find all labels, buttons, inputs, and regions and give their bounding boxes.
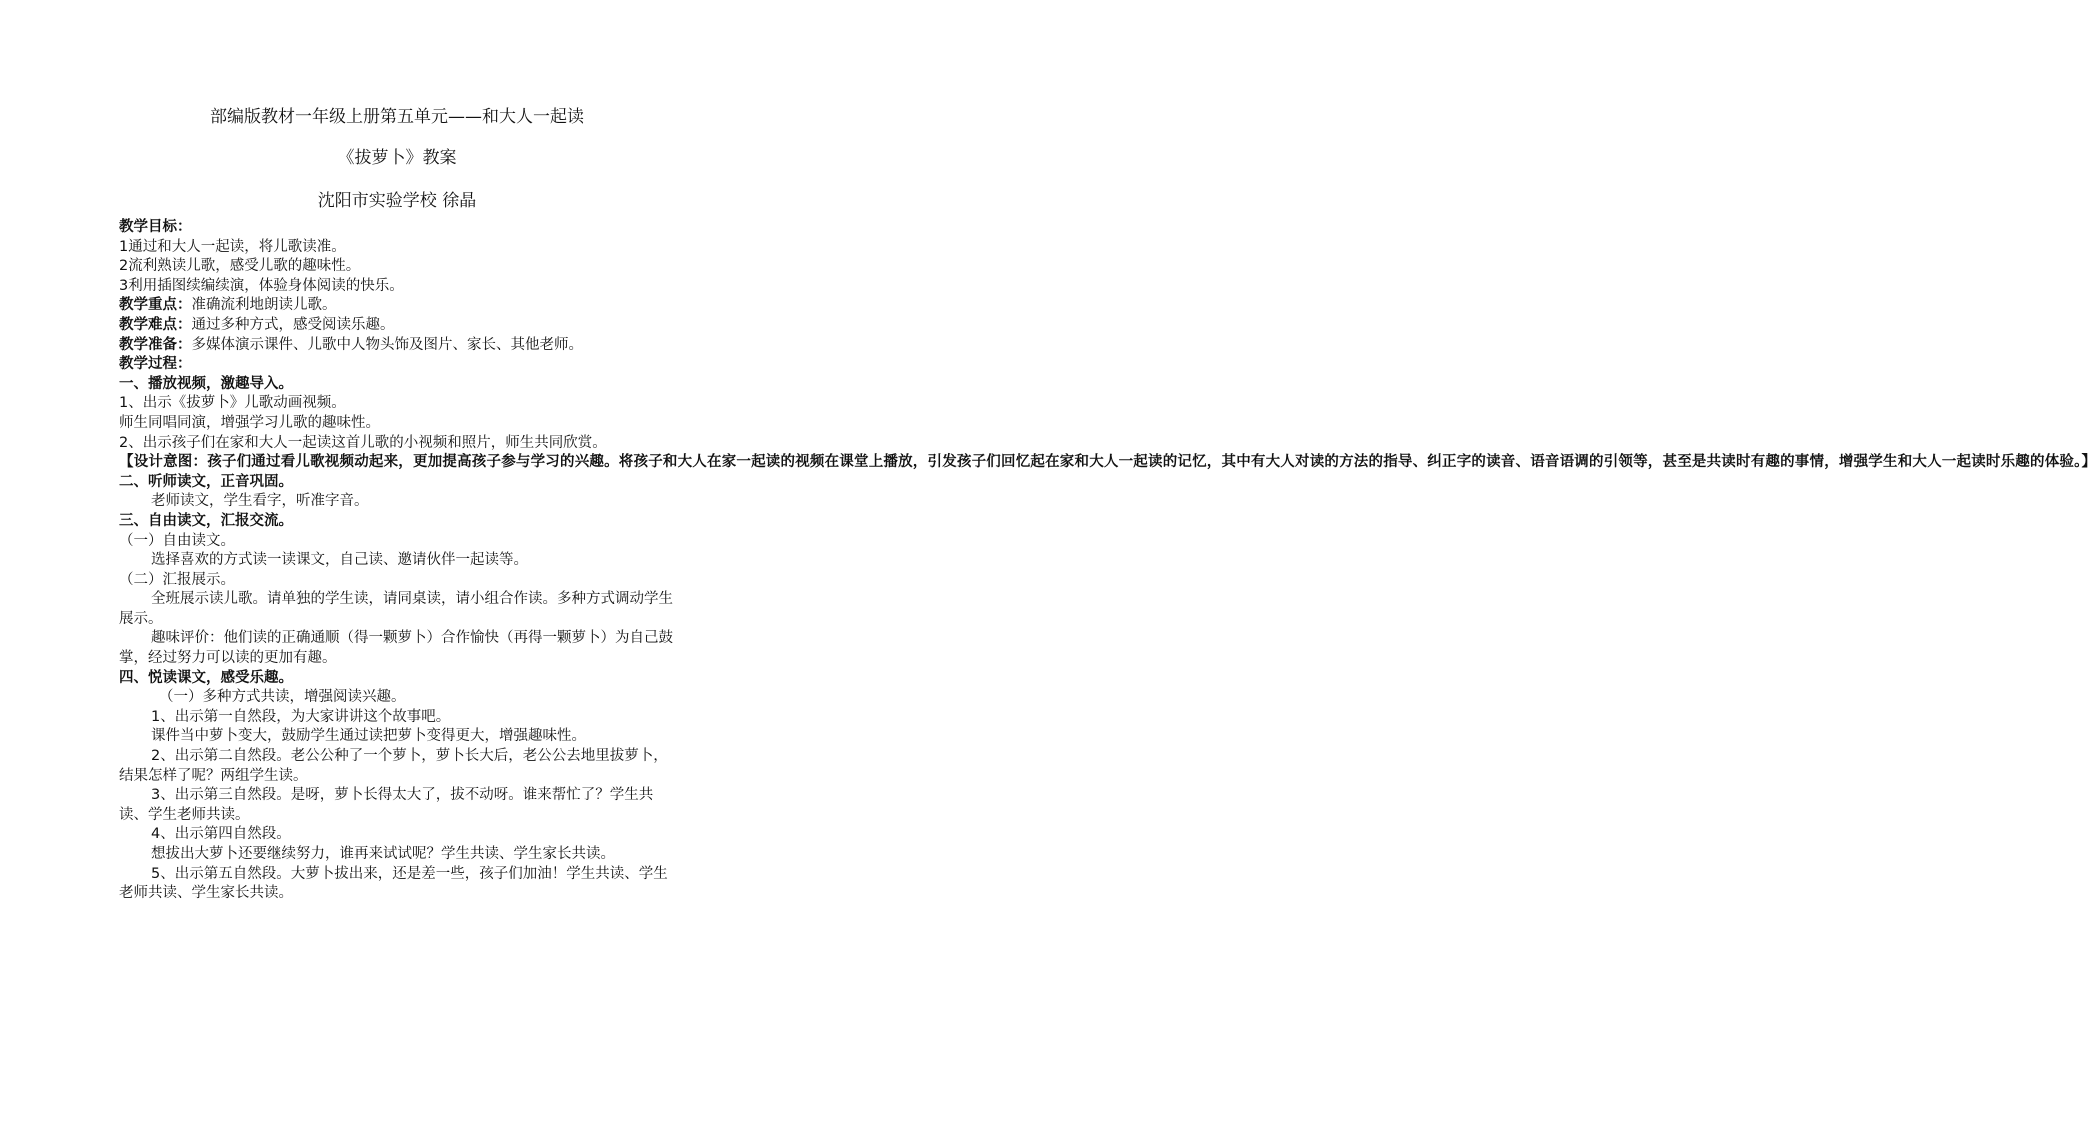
section-heading: 二、听师读文，正音巩固。 [119, 473, 293, 490]
paragraph: 3、出示第三自然段。是呀，萝卜长得太大了，拔不动呀。谁来帮忙了？学生共读、学生老师共读。 [119, 787, 654, 823]
sub-heading: （一）自由读文。 [119, 532, 235, 549]
preparation-line [119, 336, 679, 356]
paragraph: 课件当中萝卜变大，鼓励学生通过读把萝卜变得更大，增强趣味性。 [151, 728, 586, 745]
design-intent-paragraph: 【设计意图：孩子们通过看儿歌视频动起来，更加提高孩子参与学习的兴趣。将孩子和大人在家一起读的视频在课堂上播放，引发孩子们回忆起在家和大人一起读的记忆，其中有大人对读的方法的指导、纠正字的读音、语音语调的引领等，甚至是共读时有趣的事情，增强学生和大人一起读时乐趣的体验。】 [119, 454, 2096, 471]
line-text: 多媒体演示课件、儿歌中人物头饰及图片、家长、其他老师。 [191, 336, 583, 353]
line-text: 通过多种方式，感受阅读乐趣。 [191, 316, 395, 333]
paragraph: 全班展示读儿歌。请单独的学生读，请同桌读，请小组合作读。多种方式调动学生展示。 [119, 591, 673, 627]
paragraph: 老师读文，学生看字，听准字音。 [151, 493, 369, 510]
paragraph: 5、出示第五自然段。大萝卜拔出来，还是差一些，孩子们加油！学生共读、学生老师共读、学生家长共读。 [119, 865, 668, 902]
paragraph: 4、出示第四自然段。 [151, 826, 291, 843]
paragraph: 想拔出大萝卜还要继续努力，谁再来试试呢？学生共读、学生家长共读。 [151, 846, 615, 862]
line-text: 准确流利地朗读儿歌。 [191, 297, 337, 314]
objective-line: 1通过和大人一起读，将儿歌读准。 [119, 238, 346, 255]
section-heading: 教学过程： [119, 356, 192, 373]
section-heading: 四、悦读课文，感受乐趣。 [119, 669, 293, 686]
objective-line: 3利用插图续编续演，体验身体阅读的快乐。 [119, 277, 404, 294]
section-heading: 一、播放视频，激趣导入。 [119, 375, 293, 392]
lesson-title: 《拔萝卜》教案 [337, 148, 457, 168]
paragraph: 趣味评价：他们读的正确通顺（得一颗萝卜）合作愉快（再得一颗萝卜）为自己鼓掌，经过努力可以读的更加有趣。 [119, 630, 673, 667]
paragraph: 2、出示孩子们在家和大人一起读这首儿歌的小视频和照片，师生共同欣赏。 [119, 434, 607, 451]
key-point-line [119, 296, 679, 316]
paragraph: 1、出示第一自然段，为大家讲讲这个故事吧。 [151, 708, 451, 725]
difficulty-line [119, 316, 679, 336]
paragraph: 2、出示第二自然段。老公公种了一个萝卜，萝卜长大后，老公公去地里拔萝卜，结果怎样了呢？两组学生读。 [119, 748, 668, 784]
section-heading: 教学目标： [119, 219, 192, 235]
paragraph: 选择喜欢的方式读一读课文，自己读、邀请伙伴一起读等。 [151, 552, 528, 569]
paragraph: 师生同唱同演，增强学习儿歌的趣味性。 [119, 414, 380, 431]
document-body [119, 218, 2096, 904]
sub-heading: （二）汇报展示。 [119, 571, 235, 588]
line-label: 教学重点： [119, 297, 192, 314]
paragraph: 1、出示《拔萝卜》儿歌动画视频。 [119, 395, 346, 412]
document-title: 部编版教材一年级上册第五单元——和大人一起读 [210, 107, 584, 127]
objective-line: 2流利熟读儿歌，感受儿歌的趣味性。 [119, 258, 361, 275]
author-line: 沈阳市实验学校 徐晶 [317, 191, 477, 211]
line-label: 教学准备： [119, 336, 192, 353]
line-label: 教学难点： [119, 316, 192, 333]
sub-heading: （一）多种方式共读，增强阅读兴趣。 [159, 689, 406, 706]
section-heading: 三、自由读文，汇报交流。 [119, 512, 293, 529]
